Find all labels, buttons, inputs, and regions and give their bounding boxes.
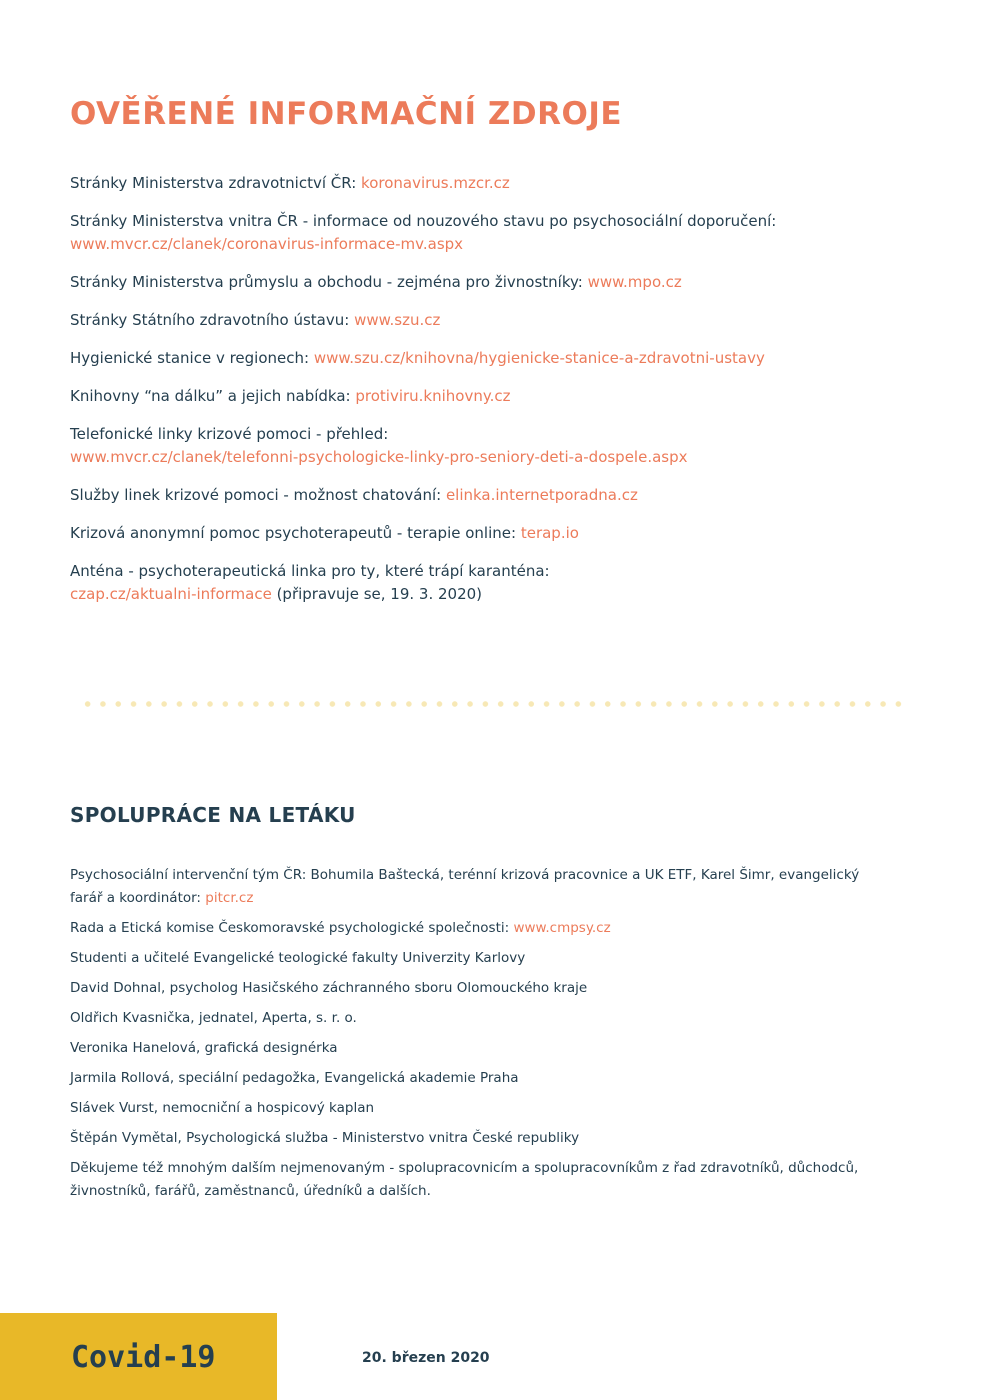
- collaborator-text: Slávek Vurst, nemocniční a hospicový kaplan: [70, 1100, 375, 1116]
- source-link[interactable]: www.mpo.cz: [587, 273, 682, 291]
- source-item: [70, 172, 930, 195]
- source-suffix: (připravuje se, 19. 3. 2020): [271, 585, 483, 603]
- source-text: Hygienické stanice v regionech:: [70, 349, 314, 367]
- source-item: [70, 210, 930, 256]
- collaborator-link[interactable]: pitcr.cz: [205, 890, 254, 906]
- dotted-divider: [80, 700, 910, 708]
- source-text: Služby linek krizové pomoci - možnost chatování:: [70, 486, 446, 504]
- source-link[interactable]: www.mvcr.cz/clanek/coronavirus-informace-mv.aspx: [70, 235, 464, 253]
- source-item: [70, 560, 930, 606]
- source-link[interactable]: www.mvcr.cz/clanek/telefonni-psychologicke-linky-pro-seniory-deti-a-dospele.aspx: [70, 448, 688, 466]
- collaborator-text: Rada a Etická komise Českomoravské psychologické společnosti:: [70, 920, 514, 936]
- source-link[interactable]: koronavirus.mzcr.cz: [361, 174, 510, 192]
- footer-date: 20. březen 2020: [362, 1350, 490, 1366]
- collaborator-item: [70, 1127, 860, 1150]
- page-title: OVĚŘENÉ INFORMAČNÍ ZDROJE: [70, 96, 623, 132]
- source-link[interactable]: terap.io: [520, 524, 579, 542]
- collaborator-text: Štěpán Vymětal, Psychologická služba - Ministerstvo vnitra České republiky: [70, 1130, 580, 1146]
- source-item: [70, 271, 930, 294]
- source-item: [70, 522, 930, 545]
- source-item: [70, 385, 930, 408]
- collaborator-text: Veronika Hanelová, grafická designérka: [70, 1040, 338, 1056]
- collaborator-text: Oldřich Kvasnička, jednatel, Aperta, s. r. o.: [70, 1010, 357, 1026]
- source-link[interactable]: www.szu.cz: [354, 311, 441, 329]
- collaborator-item: [70, 864, 860, 910]
- source-text: Stránky Ministerstva průmyslu a obchodu - zejména pro živnostníky:: [70, 273, 588, 291]
- source-text: Telefonické linky krizové pomoci - přehled:: [70, 425, 389, 443]
- source-link[interactable]: czap.cz/aktualni-informace: [70, 585, 272, 603]
- collaborator-item: [70, 917, 860, 940]
- collaborator-item: [70, 1157, 860, 1203]
- source-item: [70, 484, 930, 507]
- collaboration-title: SPOLUPRÁCE NA LETÁKU: [70, 803, 356, 827]
- collaborator-item: [70, 977, 860, 1000]
- collaborator-item: [70, 1097, 860, 1120]
- source-text: Stránky Ministerstva vnitra ČR - informace od nouzového stavu po psychosociální doporučení:: [70, 212, 777, 230]
- collaborator-item: [70, 1007, 860, 1030]
- collaborator-item: [70, 947, 860, 970]
- collaborator-text: David Dohnal, psycholog Hasičského záchranného sboru Olomouckého kraje: [70, 980, 588, 996]
- footer-brand: Covid-19: [71, 1340, 216, 1375]
- collaborator-item: [70, 1037, 860, 1060]
- collaborator-text: Studenti a učitelé Evangelické teologické fakulty Univerzity Karlovy: [70, 950, 526, 966]
- collaborator-text: Děkujeme též mnohým dalším nejmenovaným - spolupracovnicím a spolupracovníkům z řad zdravotníků, důchodců, živnostníků, farářů, zaměstnanců, úředníků a dalších.: [70, 1160, 859, 1199]
- source-text: Anténa - psychoterapeutická linka pro ty, které trápí karanténa:: [70, 562, 550, 580]
- source-link[interactable]: www.szu.cz/knihovna/hygienicke-stanice-a-zdravotni-ustavy: [313, 349, 765, 367]
- sources-list: [70, 172, 930, 621]
- source-text: Stránky Ministerstva zdravotnictví ČR:: [70, 174, 362, 192]
- source-link[interactable]: elinka.internetporadna.cz: [445, 486, 638, 504]
- collaborator-text: Psychosociální intervenční tým ČR: Bohumila Baštecká, terénní krizová pracovnice a UK ETF, Karel Šimr, evangelický farář a koordinátor:: [70, 867, 860, 906]
- source-item: [70, 423, 930, 469]
- collaborators-list: [70, 864, 860, 1210]
- collaborator-item: [70, 1067, 860, 1090]
- source-link[interactable]: protiviru.knihovny.cz: [355, 387, 511, 405]
- source-text: Krizová anonymní pomoc psychoterapeutů - terapie online:: [70, 524, 521, 542]
- source-text: Knihovny “na dálku” a jejich nabídka:: [70, 387, 356, 405]
- collaborator-text: Jarmila Rollová, speciální pedagožka, Evangelická akademie Praha: [70, 1070, 519, 1086]
- source-text: Stránky Státního zdravotního ústavu:: [70, 311, 355, 329]
- source-item: [70, 347, 930, 370]
- source-item: [70, 309, 930, 332]
- collaborator-link[interactable]: www.cmpsy.cz: [513, 920, 611, 936]
